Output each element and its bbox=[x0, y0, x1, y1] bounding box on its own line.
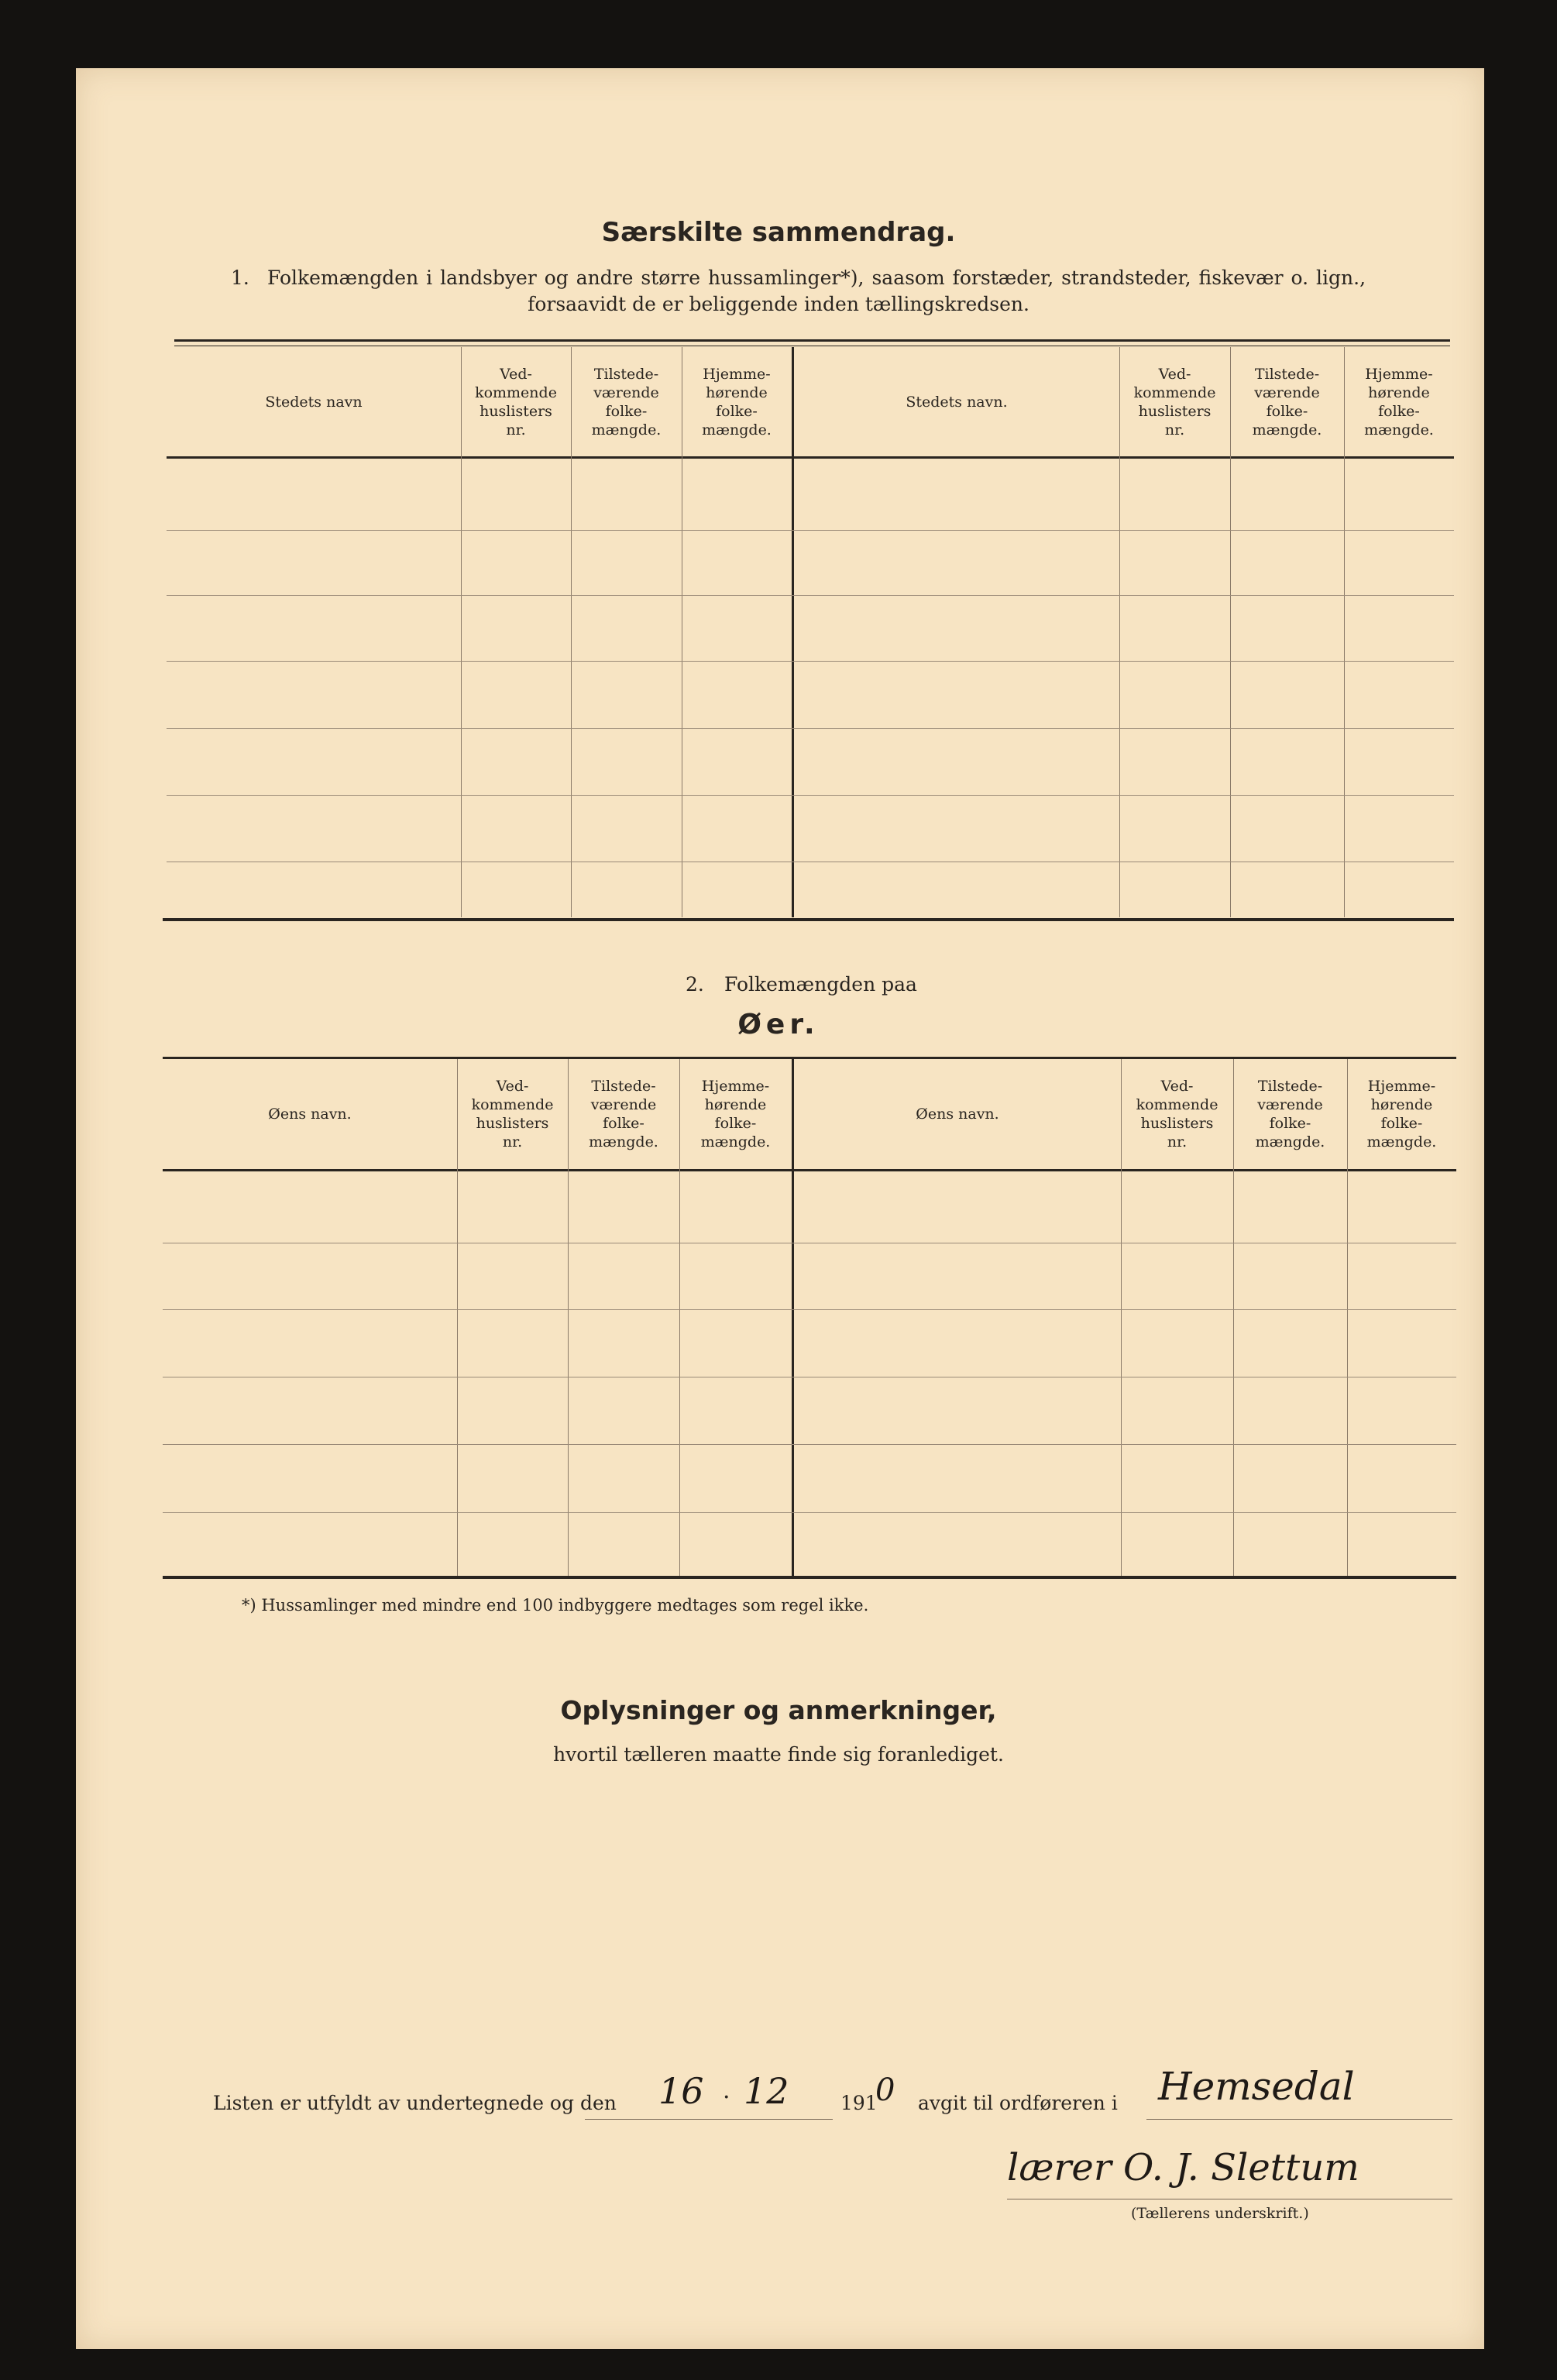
col-island-name-right: Øens navn. bbox=[916, 1106, 999, 1123]
signature-prefix: Listen er utfyldt av undertegnede og den bbox=[213, 2092, 617, 2114]
footnote: *) Hussamlinger med mindre end 100 indbyggere medtages som regel ikke. bbox=[242, 1596, 869, 1615]
section1-number: 1. bbox=[231, 267, 249, 289]
section1-line2: forsaavidt de er beliggende inden tællingskredsen. bbox=[528, 293, 1029, 315]
enumerator-signature: lærer O. J. Slettum bbox=[1007, 2146, 1359, 2189]
remarks-subtitle: hvortil tælleren maatte finde sig foranlediget. bbox=[553, 1743, 1004, 1766]
col-present-left: Tilstede- værende folke- mængde. bbox=[591, 366, 662, 439]
section2-title: Øer. bbox=[737, 1009, 820, 1040]
section2-line1: Folkemængden paa bbox=[724, 973, 917, 996]
col-island-name-left: Øens navn. bbox=[268, 1106, 352, 1123]
col-list-no-left: Ved- kommende huslisters nr. bbox=[475, 366, 557, 439]
signature-caption: (Tællerens underskrift.) bbox=[1131, 2205, 1309, 2222]
col-place-name-left: Stedets navn bbox=[265, 394, 363, 411]
municipality-name: Hemsedal bbox=[1158, 2064, 1355, 2109]
col-list-no-right: Ved- kommende huslisters nr. bbox=[1133, 366, 1216, 439]
col-list-no-right-2: Ved- kommende huslisters nr. bbox=[1136, 1078, 1218, 1150]
section1-line1: Folkemængden i landsbyer og andre større hussamlinger*), saasom forstæder, strandsteder, fiskevær o. lign., bbox=[267, 267, 1366, 289]
col-present-right: Tilstede- værende folke- mængde. bbox=[1252, 366, 1322, 439]
col-present-right-2: Tilstede- værende folke- mængde. bbox=[1255, 1078, 1325, 1150]
col-resident-left: Hjemme- hørende folke- mængde. bbox=[702, 366, 772, 439]
signature-middle: avgit til ordføreren i bbox=[918, 2092, 1118, 2114]
date-month: 12 bbox=[744, 2070, 789, 2112]
page-title: Særskilte sammendrag. bbox=[601, 217, 956, 248]
remarks-title: Oplysninger og anmerkninger, bbox=[560, 1695, 997, 1725]
year-printed: 191 bbox=[840, 2092, 878, 2114]
col-resident-right-2: Hjemme- hørende folke- mængde. bbox=[1366, 1078, 1437, 1150]
section2-number: 2. bbox=[686, 973, 704, 996]
col-resident-left-2: Hjemme- hørende folke- mængde. bbox=[700, 1078, 771, 1150]
date-day: 16 bbox=[658, 2070, 704, 2112]
col-place-name-right: Stedets navn. bbox=[906, 394, 1008, 411]
year-handwritten: 0 bbox=[875, 2072, 895, 2108]
col-resident-right: Hjemme- hørende folke- mængde. bbox=[1364, 366, 1434, 439]
col-list-no-left-2: Ved- kommende huslisters nr. bbox=[471, 1078, 554, 1150]
col-present-left-2: Tilstede- værende folke- mængde. bbox=[589, 1078, 658, 1150]
date-dot: · bbox=[723, 2084, 730, 2111]
